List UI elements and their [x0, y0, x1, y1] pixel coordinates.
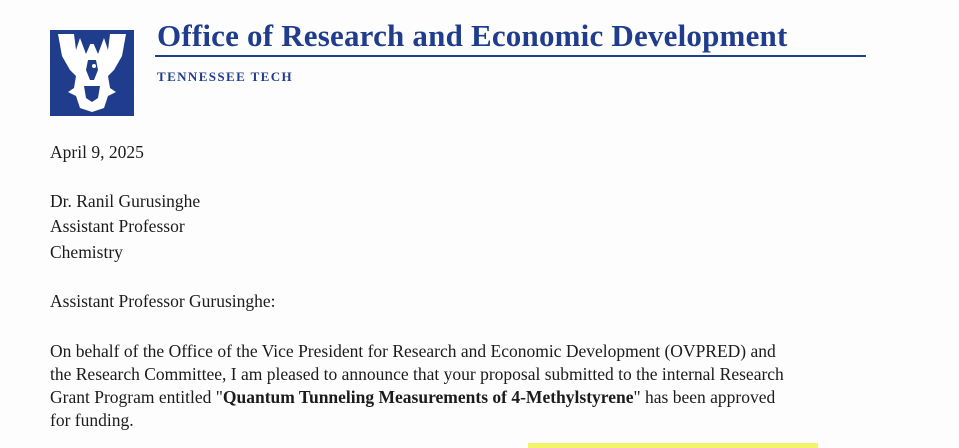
body-line: On behalf of the Office of the Vice President for Research and Economic Development (OVPRED) and [50, 341, 776, 361]
highlight-mark [528, 443, 818, 448]
letter-body [50, 340, 880, 432]
salutation: Assistant Professor Gurusinghe: [50, 291, 276, 311]
recipient-department: Chemistry [50, 242, 123, 262]
recipient-name: Dr. Ranil Gurusinghe [50, 191, 201, 211]
body-line [50, 386, 880, 409]
org-subtitle: TENNESSEE TECH [157, 69, 294, 84]
letter-date: April 9, 2025 [50, 142, 144, 162]
proposal-title: Quantum Tunneling Measurements of 4-Methylstyrene [222, 387, 634, 407]
body-line-prefix: Grant Program entitled " [50, 387, 223, 407]
header-divider [155, 55, 866, 57]
recipient-title: Assistant Professor [50, 216, 185, 236]
body-line: the Research Committee, I am pleased to announce that your proposal submitted to the internal Research [50, 364, 784, 384]
org-name: Office of Research and Economic Development [157, 18, 788, 53]
body-line-suffix: " has been approved [633, 387, 776, 407]
eagle-logo-icon [50, 30, 134, 116]
body-line: for funding. [50, 410, 134, 430]
